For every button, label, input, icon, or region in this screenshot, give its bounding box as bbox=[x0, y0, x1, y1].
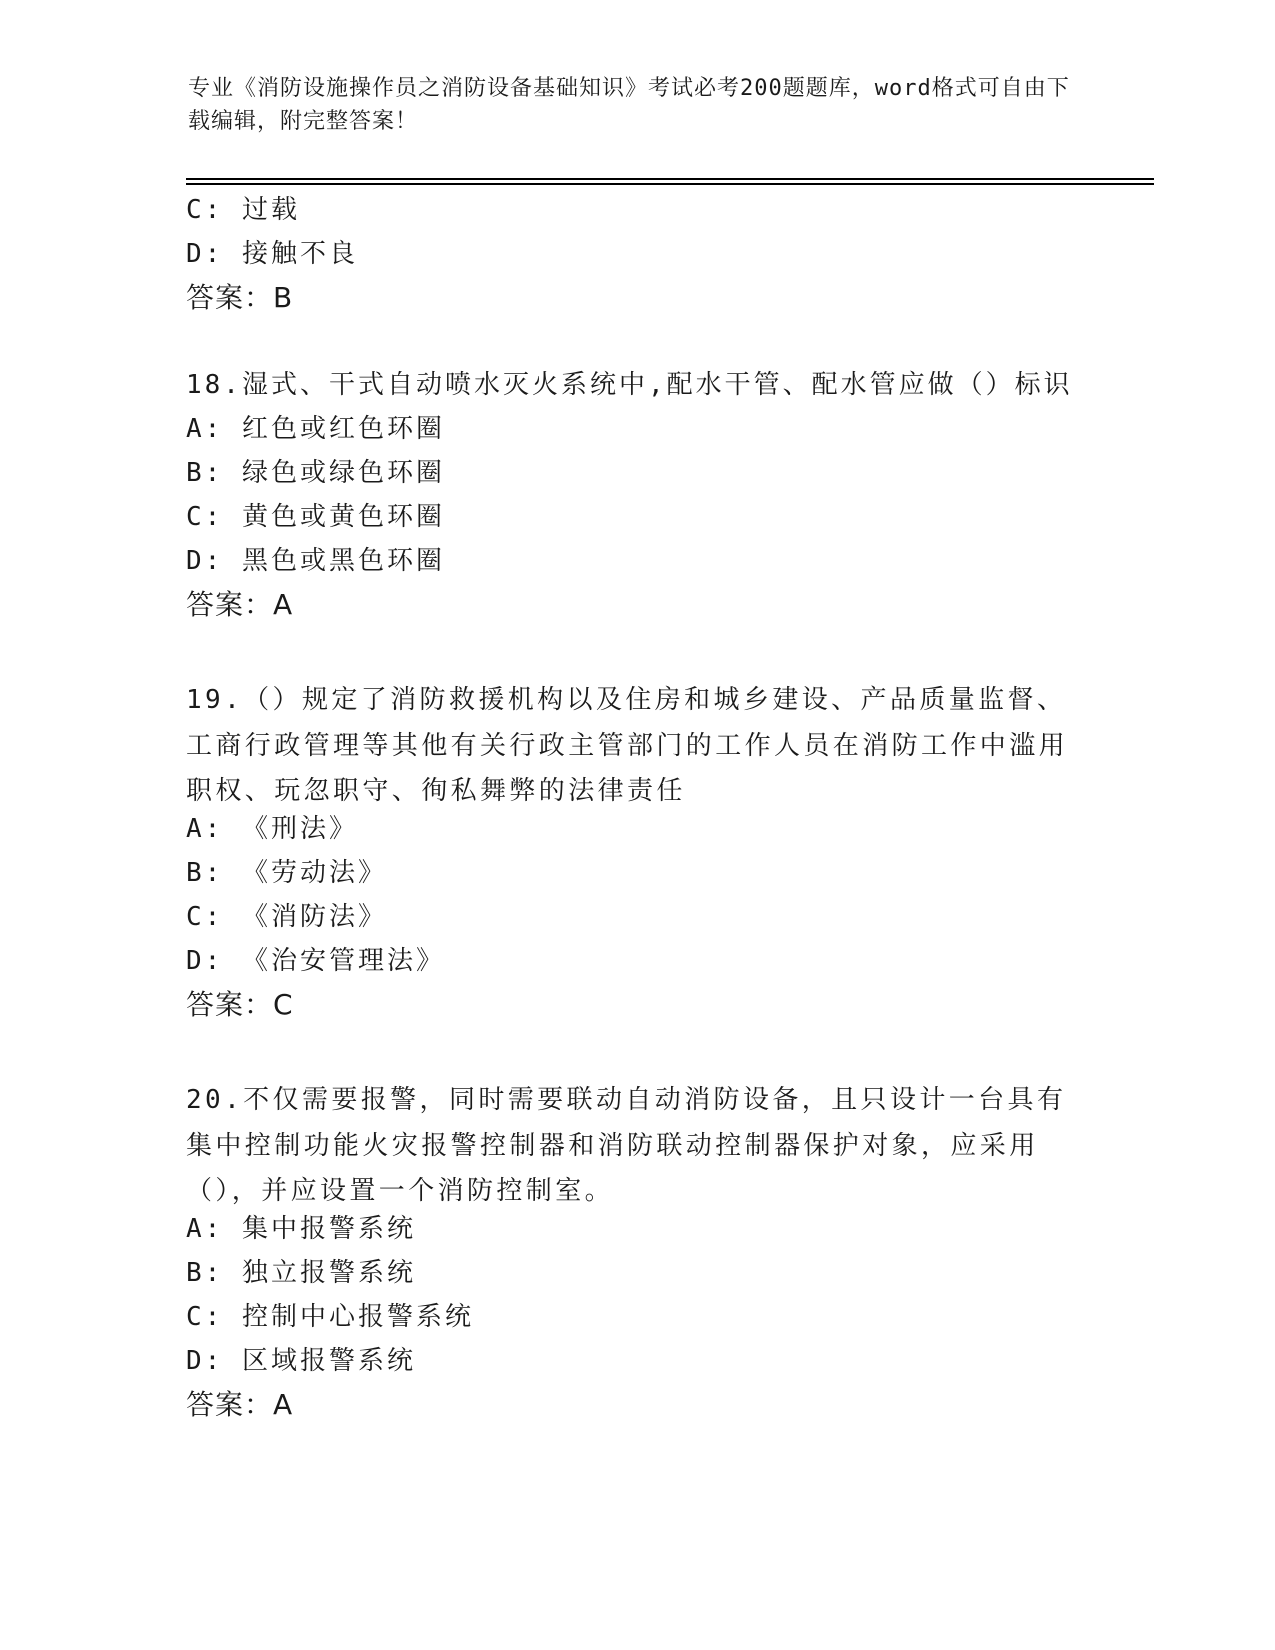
q20-option-a: A: 集中报警系统 bbox=[186, 1214, 416, 1244]
q20-answer: 答案：A bbox=[186, 1388, 294, 1421]
q18-text: 18.湿式、干式自动喷水灭火系统中,配水干管、配水管应做（）标识 bbox=[186, 370, 1073, 400]
q19-option-c: C: 《消防法》 bbox=[186, 902, 387, 932]
prev-option-d: D: 接触不良 bbox=[186, 239, 358, 269]
q19-text: 19.（）规定了消防救援机构以及住房和城乡建设、产品质量监督、工商行政管理等其他有关行政主管部门的工作人员在消防工作中滥用职权、玩忽职守、徇私舞弊的法律责任 bbox=[186, 685, 1069, 806]
q19-option-d: D: 《治安管理法》 bbox=[186, 946, 445, 976]
q20-option-c: C: 控制中心报警系统 bbox=[186, 1302, 474, 1332]
q18-option-a: A: 红色或红色环圈 bbox=[186, 414, 445, 444]
q18-option-d: D: 黑色或黑色环圈 bbox=[186, 546, 445, 576]
q20-text: 20.不仅需要报警，同时需要联动自动消防设备，且只设计一台具有集中控制功能火灾报警控制器和消防联动控制器保护对象，应采用（），并应设置一个消防控制室。 bbox=[186, 1085, 1067, 1206]
q18-answer: 答案：A bbox=[186, 588, 294, 621]
q19-option-a: A: 《刑法》 bbox=[186, 814, 358, 844]
q20-option-b: B: 独立报警系统 bbox=[186, 1258, 416, 1288]
document-header: 专业《消防设施操作员之消防设备基础知识》考试必考200题题库，word格式可自由下载编辑，附完整答案！ bbox=[188, 76, 1070, 134]
q19-option-b: B: 《劳动法》 bbox=[186, 858, 387, 888]
q19-answer: 答案：C bbox=[186, 988, 294, 1021]
header-rule-top bbox=[186, 178, 1154, 180]
prev-answer: 答案：B bbox=[186, 281, 294, 314]
q20-option-d: D: 区域报警系统 bbox=[186, 1346, 416, 1376]
header-rule-bottom bbox=[186, 183, 1154, 185]
q18-option-b: B: 绿色或绿色环圈 bbox=[186, 458, 445, 488]
prev-option-c: C: 过载 bbox=[186, 195, 300, 225]
q18-option-c: C: 黄色或黄色环圈 bbox=[186, 502, 445, 532]
